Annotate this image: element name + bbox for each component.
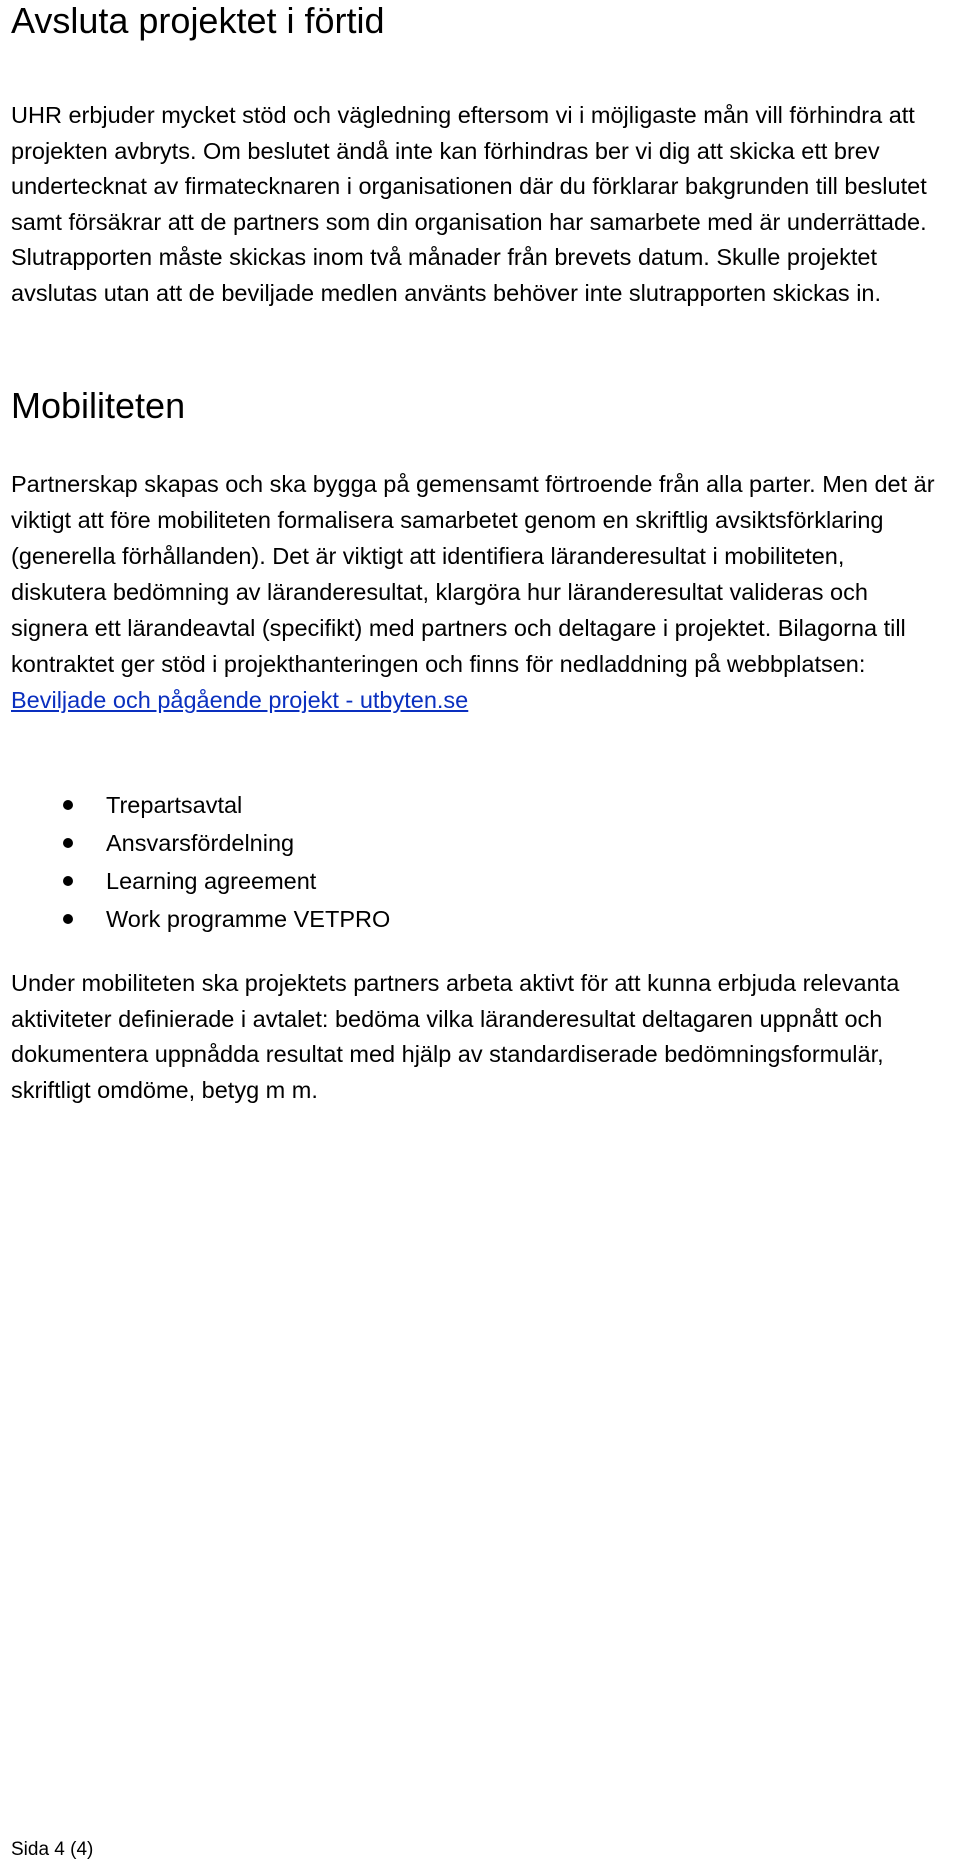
list-item-label: Work programme VETPRO [106, 906, 391, 932]
section-heading-early-termination: Avsluta projektet i förtid [11, 0, 385, 41]
list-item [11, 862, 390, 900]
list-item [11, 900, 390, 938]
early-termination-paragraph: UHR erbjuder mycket stöd och vägledning eftersom vi i möjligaste mån vill förhindra att projekten avbryts. Om beslutet ändå inte kan förhindras ber vi dig att skicka ett brev undertecknat av firmatecknaren i organisationen där du förklarar bakgrunden till beslutet samt försäkrar att de partners som din organisation har samarbete med är underrättade. Slutrapporten måste skickas inom två månader från brevets datum. Skulle projektet avslutas utan att de beviljade medlen använts behöver inte slutrapporten skickas in. [11, 102, 927, 306]
list-item-label: Trepartsavtal [106, 792, 243, 818]
project-link[interactable]: Beviljade och pågående projekt - utbyten.se [11, 687, 469, 713]
mobility-paragraph-text: Partnerskap skapas och ska bygga på gemensamt förtroende från alla parter. Men det är viktigt att före mobiliteten formalisera samarbetet genom en skriftlig avsiktsförklaring (generella förhållanden). Det är viktigt att identifiera läranderesultat i mobiliteten, diskutera bedömning av läranderesultat, klargöra hur läranderesultat valideras och signera ett lärandeavtal (specifikt) med partners och deltagare i projektet. Bilagorna till kontraktet ger stöd i projekthanteringen och finns för nedladdning på webbplatsen: [11, 471, 935, 677]
mobility-activities-paragraph: Under mobiliteten ska projektets partners arbeta aktivt för att kunna erbjuda relevanta aktiviteter definierade i avtalet: bedöma vilka läranderesultat deltagaren uppnått och dokumentera uppnådda resultat med hjälp av standardiserade bedömningsformulär, skriftligt omdöme, betyg m m. [11, 970, 900, 1103]
list-item-label: Ansvarsfördelning [106, 830, 295, 856]
list-item-label: Learning agreement [106, 868, 317, 894]
attachment-list [11, 786, 390, 938]
list-item [11, 786, 390, 824]
bullet-icon [63, 876, 73, 886]
list-item [11, 824, 390, 862]
bullet-icon [63, 800, 73, 810]
bullet-icon [63, 838, 73, 848]
section-heading-mobility: Mobiliteten [11, 385, 186, 426]
bullet-icon [63, 914, 73, 924]
mobility-paragraph [11, 466, 946, 718]
page-number: Sida 4 (4) [11, 1839, 94, 1860]
